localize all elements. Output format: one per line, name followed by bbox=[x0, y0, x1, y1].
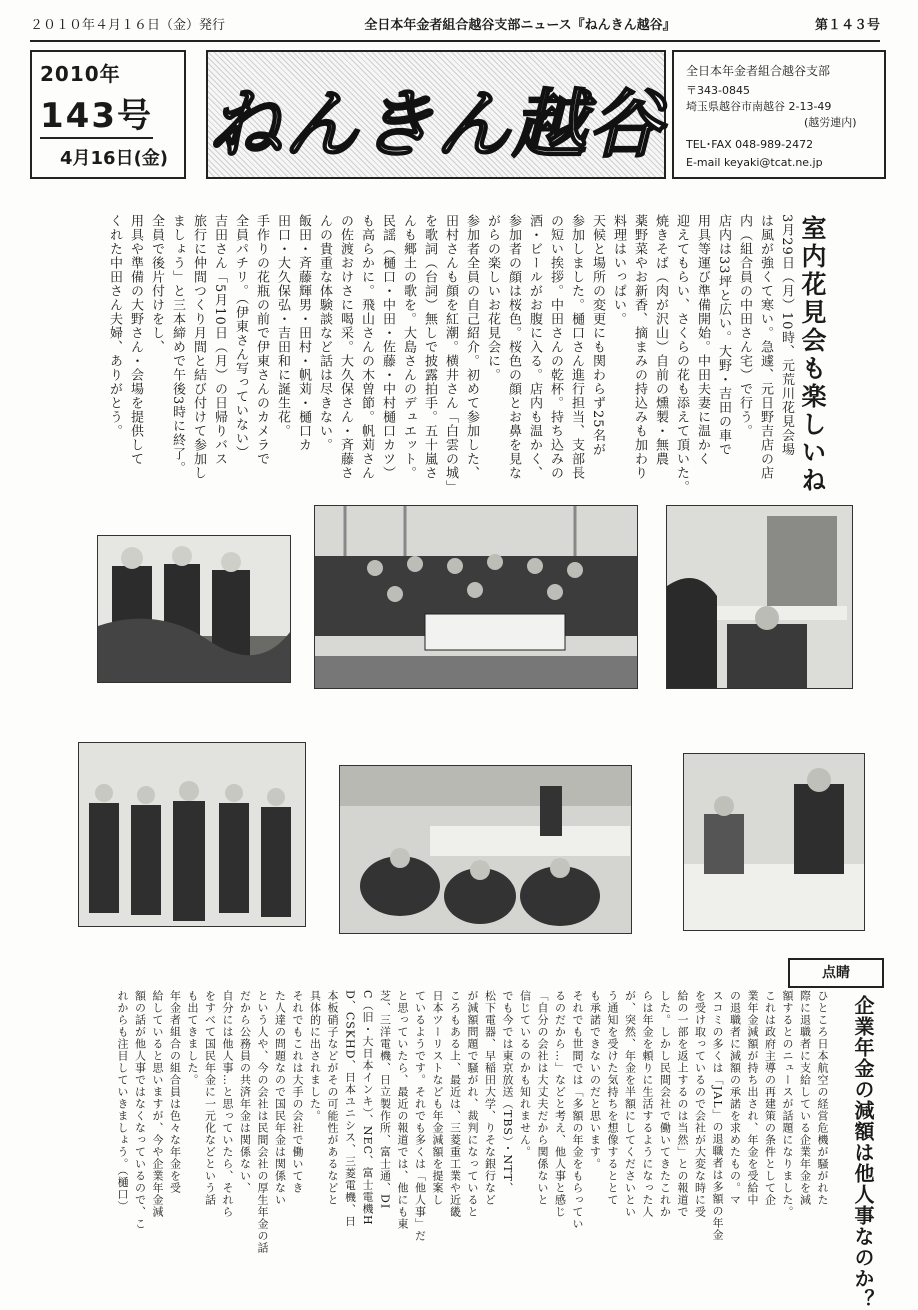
article1-column: ましょう」と三本締めで午後3時に終了。 bbox=[170, 214, 185, 476]
article1-column: 3月29日（月）10時、元荒川花見会場 bbox=[779, 214, 794, 457]
article2-column: これは政府主導の再建策の条件として企 bbox=[763, 990, 777, 1206]
article2-column: 本板硝子などがその可能性があるなどと bbox=[326, 990, 339, 1206]
article2-column: ひところ日本航空の経営危機が騒がれた bbox=[816, 990, 829, 1206]
issue-box bbox=[30, 50, 186, 179]
article2-column: それでも世間では「多額の年金をもらってい bbox=[571, 990, 584, 1230]
article2-column: D、CSKHD、日本ユニシス、三菱電機、日 bbox=[343, 990, 357, 1228]
top-header-line bbox=[30, 6, 880, 42]
address-street: 埼玉県越谷市南越谷 2-13-49 bbox=[686, 100, 832, 113]
article2-column: を受け取っているので会社が大変な時に受 bbox=[693, 990, 707, 1218]
article1-column: 店内は33坪と広い。大野・吉田の車で bbox=[716, 214, 731, 457]
article2-column: も承諾できないのだと思います。 bbox=[588, 990, 602, 1170]
article2-column: 給していると思いますが、今や企業年金減 bbox=[151, 990, 164, 1218]
article2-headline: 企業年金の減額は他人事なのか？ bbox=[851, 995, 875, 1310]
article2-column: 額の話が他人事ではなくなっているので、こ bbox=[133, 990, 147, 1230]
article2-column: 年金者組合の組合員は色々な年金を受 bbox=[168, 990, 182, 1194]
article2-label: 点睛 bbox=[788, 958, 884, 988]
article2-column: でも今では東京放送（TBS）・NTT、 bbox=[501, 990, 514, 1194]
article2-column: が減額問題で騒がれ、裁判になっていると bbox=[466, 990, 479, 1218]
article1-column: 酒・ビールがお腹に入る。店内も温かく、 bbox=[527, 214, 542, 480]
article2-column: 具体的に出されました。 bbox=[308, 990, 322, 1122]
article1-column: 参加者全員の自己紹介。初めて参加した、 bbox=[464, 214, 479, 480]
article1-column: 用具等運び準備開始。中田夫妻に温かく bbox=[695, 214, 710, 466]
issue-no: 143号 bbox=[40, 88, 153, 139]
article1-column: を歌詞（台詞）無しで披露拍手。五十嵐さ bbox=[422, 214, 437, 480]
masthead bbox=[206, 50, 666, 179]
photo-group-standing-1 bbox=[97, 535, 291, 683]
article2-column: C（旧・大日本インキ）、NEC、富士電機H bbox=[361, 990, 374, 1226]
address-org: 全日本年金者組合越谷支部 bbox=[686, 64, 831, 78]
article1-column: 田村さんも顔を紅潮。横井さん「白雲の城」 bbox=[443, 214, 458, 494]
article2-column: ているようです。それでも多くは「他人事」だ bbox=[413, 990, 427, 1242]
article2-column: スコミの多くは「JAL」の退職者は多額の年金 bbox=[711, 990, 724, 1241]
article1-column: 旅行に仲間つくり月間と結び付けて参加し bbox=[191, 214, 206, 480]
publisher-line: 全日本年金者組合越谷支部ニュース『ねんきん越谷』 bbox=[364, 17, 676, 33]
article2-column: と思っていたら、最近の報道では、他にも東 bbox=[396, 990, 409, 1230]
photo-group-banner bbox=[314, 505, 638, 689]
issue-date-box: 4月16日(金) bbox=[60, 148, 169, 169]
photo-table-seated-2 bbox=[683, 753, 865, 931]
article2-column: た人達の問題なので国民年金は関係ない bbox=[273, 990, 287, 1206]
article2-column: という人や、今の会社は民間会社の厚生年金の話 bbox=[256, 990, 269, 1254]
article1-column: 焼きそば（肉が沢山）自前の燻製・無農 bbox=[653, 214, 668, 466]
photo-table-seated-1 bbox=[666, 505, 853, 689]
article1-column: 内（組合員の中田さん宅）で行う。 bbox=[737, 214, 752, 438]
article1-column: 天候と場所の変更にも関わらず25名が bbox=[590, 214, 605, 457]
article1-column: は風が強くて寒い。急遽、元日野吉店の店 bbox=[758, 214, 773, 480]
article2-column: それでもこれは大手の会社で働いてき bbox=[291, 990, 304, 1194]
article2-column: 松下電器、早稲田大学、りそな銀行など bbox=[483, 990, 497, 1206]
article2-column: らは年金を頼りに生活するようになった人 bbox=[641, 990, 654, 1218]
photo-group-standing-2 bbox=[78, 742, 306, 927]
article1-column: 飯田・斉藤輝男・田村・帆苅・樋口カ bbox=[296, 214, 311, 452]
article1-column: 全員で後片付けをし、 bbox=[149, 214, 164, 354]
article1-column: 全員パチリ。（伊東さん写っていない） bbox=[233, 214, 248, 460]
article2-column: をすべて国民年金に一元化などという話 bbox=[203, 990, 217, 1206]
article1-column: も高らかに。飛山さんの木曽節。帆苅さん bbox=[359, 214, 374, 480]
address-note: (越労連内) bbox=[804, 116, 857, 129]
article2-column: ころもある上、最近は、三菱重工業や近畿 bbox=[448, 990, 462, 1218]
article2-column: だから公務員の共済年金は関係ない、 bbox=[238, 990, 252, 1194]
article1-column: 薬野菜やお新香、摘まみの持込みも加わり bbox=[632, 214, 647, 480]
article2-column: した。しかし民間会社で働いてきたこれか bbox=[658, 990, 672, 1218]
address-telfax: TEL･FAX 048-989-2472 bbox=[686, 138, 814, 151]
article1-column: の佐渡おけさに喝采。大久保さん・斉藤さ bbox=[338, 214, 353, 480]
article2-column: 業年金減額が持ち出され、年金を受給中 bbox=[746, 990, 759, 1206]
article1-column: んの貴重な体験談など話は尽きない。 bbox=[317, 214, 332, 452]
article2-column: 信じているのかも知れません。 bbox=[518, 990, 532, 1158]
article1-column: 参加しました。樋口さん進行担当、支部長 bbox=[569, 214, 584, 480]
article2-column: 自分には他人事…と思っていたら、それら bbox=[221, 990, 234, 1218]
issue-number: 第１４３号 bbox=[814, 17, 880, 33]
article1-column: 参加者の顔は桜色。桜色の顔とお鼻を見な bbox=[506, 214, 521, 480]
article1-column: 吉田さん「5月10日（月）の日帰りバス bbox=[212, 214, 227, 466]
article2-column: 給の一部を返上するのは当然」との報道で bbox=[676, 990, 689, 1218]
article1-column: んも郷土の歌を。大島さんのデュエット。 bbox=[401, 214, 416, 480]
article1-column: がらの楽しいお花見会に。 bbox=[485, 214, 500, 382]
article1-column: 民謡（樋口・中田・佐藤・中村樋口カツ） bbox=[380, 214, 395, 480]
photo-party-room bbox=[339, 765, 632, 934]
address-box bbox=[672, 50, 886, 179]
article2-column: 芝、三洋電機、日立製作所、富士通、DI bbox=[378, 990, 392, 1210]
article1-column: 手作りの花瓶の前で伊東さんのカメラで bbox=[254, 214, 269, 466]
issue-year: 2010年 bbox=[40, 62, 121, 86]
article1-column: 田口・大久保弘・吉田和に誕生花。 bbox=[275, 214, 290, 438]
article2-column: が、突然、年金を半額にしてくださいとい bbox=[623, 990, 637, 1218]
article1-column: の短い挨拶。中田さんの乾杯。持ち込みの bbox=[548, 214, 563, 480]
article2-column: 日本ツーリストなども年金減額を提案し bbox=[431, 990, 444, 1206]
article1-column: 用具や準備の大野さん・会場を提供して bbox=[128, 214, 143, 466]
address-postal: 〒343-0845 bbox=[686, 84, 750, 97]
address-email: E-mail keyaki@tcat.ne.jp bbox=[686, 156, 823, 169]
article2-column: れからも注目していきましょう。（樋口） bbox=[116, 990, 129, 1213]
article2-column: 額するとのニュースが話題になりました。 bbox=[781, 990, 794, 1218]
article2-column: も出てきました。 bbox=[186, 990, 199, 1086]
issue-date: ２０１０年４月１６日（金）発行 bbox=[30, 17, 226, 33]
article2-column: う通知を受けた気持ちを想像するととて bbox=[606, 990, 619, 1206]
article1-column: 料理はいっぱい。 bbox=[611, 214, 626, 326]
article2-column: るのだから…」などと考え、他人事と感じ bbox=[553, 990, 567, 1218]
article2-column: 際に退職者に支給している企業年金を減 bbox=[798, 990, 812, 1206]
article1-column: 迎えてもらい、さくらの花も添えて頂いた。 bbox=[674, 214, 689, 494]
masthead-title: ねんきん越谷 bbox=[208, 82, 664, 168]
article2-column: の退職者に減額の承諾を求めたもの。マ bbox=[728, 990, 742, 1206]
article2-column: 「自分の会社は大丈夫だから関係ないと bbox=[536, 990, 549, 1206]
article1-column: くれた中田さん夫婦、ありがとう。 bbox=[107, 214, 122, 438]
article1-headline: 室内花見会も楽しいね bbox=[798, 215, 827, 495]
